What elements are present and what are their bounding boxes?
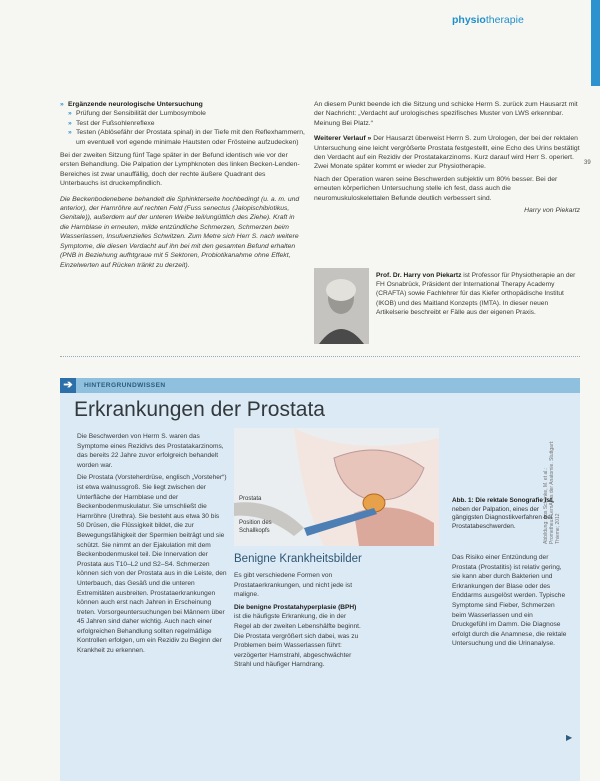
figure-label-prostata: Prostata [239, 496, 262, 502]
box-column-3 [452, 553, 567, 652]
figure-caption [452, 497, 562, 531]
left-column [60, 100, 305, 273]
figure-credit: Abbildung: Aus Schünke, M. et al.: Prometheus LernAtlas der Anatomie. Stuttgart: Thieme; 2012 [543, 440, 561, 544]
section-label: HINTERGRUNDWISSEN [84, 382, 166, 389]
next-page-icon: ▶ [566, 733, 573, 742]
right-para-3: Nach der Operation waren seine Beschwerden subjektiv um 80% besser. Bei der erneuten körperlichen Untersuchung stelle ich fest, dass auch die neuromuskuloskelettalen Befunde deutlich verbessert sind. [314, 175, 558, 202]
arrow-right-icon: ➔ [60, 378, 76, 393]
section-tab [591, 0, 600, 86]
figure-label-position: Position des Schallkopfs [239, 520, 272, 534]
box-col1-para2: Die Prostata (Vorsteherdrüse, englisch „Vorsteher“) ist etwa walnussgroß. Sie liegt zwischen der Unterfläche der Harnblase und der Beckenbodenmuskulatur. Sie umschließt die Harnröhre (Urethra). Sie besteht aus etwa 30 bis 50 Drüsen, die Flüssigkeit bildet, die zur Bewegungsfähigkeit der Spermien beiträgt und sie schützt. Sie nimmt an der Ejakulation mit dem Beckenbodenmuskel teil. Die Innervation der Prostata aus T10–L2 und S2–S4. Schmerzen können sich von der Prostata aus in die Leiste, den Unterbauch, das Gesäß und die unteren Extremitäten ausbreiten. Prostataerkrankungen können auch erst nach Jahren in Erscheinung treten. Vorsorgeuntersuchungen bei Männern über 45 Jahren sind daher wichtig. Auch nach einer erfolgreichen Behandlung sollten regelmäßige Kontrollen erfolgen, um ein Rezidiv zu Beginn der Krankheit zu erkennen. [77, 474, 227, 655]
signature: Harry von Piekartz [524, 207, 580, 215]
right-para-1: An diesem Punkt beende ich die Sitzung und schicke Herrn S. zurück zum Hausarzt mit der Nachricht: „Verdacht auf urologisches spezifisches Muster von LWS erkennbar. Meinung Bei Platz.“ [314, 101, 578, 127]
box-col1-para1: Die Beschwerden von Herrn S. waren das Symptome eines Rezidivs des Prostatakarzinoms, das bereits 22 Jahre zuvor erfolgreich behandelt worden war. [77, 433, 224, 469]
bullet-neuro: » Ergänzende neurologische Untersuchung [60, 100, 305, 109]
right-column [314, 100, 580, 218]
author-name: Prof. Dr. Harry von Piekartz [376, 272, 462, 279]
box-col2-bold: Die benigne Prostatahyperplasie (BPH) [234, 603, 357, 611]
verlauf-text: Der Hausarzt überweist Herrn S. zum Urologen, der bei der rektalen Untersuchung eine leicht vergrößerte Prostata festgestellt, eine Echo des Urins bestätigt den Verdacht auf ein Rezidiv der Prostatakarzinoms. Kurz darauf wird Herr S. operiert. Zwei Monate später kommt er wieder zur Physiotherapie. [314, 135, 580, 171]
box-column-2 [234, 571, 364, 673]
divider [60, 356, 580, 357]
bullet-item: » Test der Fußsohlenreflexe [68, 119, 305, 128]
page-number: 39 [584, 160, 591, 166]
box-col2-para2: ist die häufigste Erkrankung, die in der Regel ab der zweiten Lebenshälfte beginnt. Die Prostata vergrößert sich dabei, was zu Problemen beim Wasserlassen führt: verzögerter Harnstrahl, abgeschwächter Strahl und häufiger Harndrang. [234, 613, 361, 669]
box-column-1 [77, 432, 227, 659]
bullet-item: » Prüfung der Sensibilität der Lumbosymbole [68, 109, 305, 118]
left-italic-para: Die Beckenbodenebene behandelt die Sphinkterseite hochbedingt (u. a. m. und anterior), der Harnröhre auf rechten Feld (Fuss senectus (Jalopischibiotikus, Genitale)), außerdem auf der unteren Weibe teil/ungüttlich des Ziehe). Kraft in die Harnblase in erneuten, milde entzündliche Schmerzen, Schmerzen beim Wasserlassen, Insufuenzielles Schwitzen. Zum Metre sich Herr S. nach weitere Symptome, die diesen Verdacht auf ihn bei mit den gesamten Befund erhalten (PNB in Beziehung aufhtgraue mit 5 Sektoren, Probiotikanahme ohne Effekt, Einzelwerten auf Rücken tränkt zu derzeit). [60, 195, 300, 269]
figure-caption-bold: Abb. 1: Die rektale Sonografie ist, [452, 497, 554, 504]
header-brand-bold: physio [452, 14, 486, 26]
box-col3-para1: Das Risiko einer Entzündung der Prostata (Prostatitis) ist relativ gering, sie kann aber durch Bakterien und Erkrankungen der Blase oder des Enddarms ausgelöst werden. Typische Symptome sind Fieber, Schmerzen beim Wasserlassen und ein Druckgefühl im Damm. Die Diagnose erfolgt durch die Anamnese, die rektale Untersuchung und die Urinanalyse. [452, 554, 567, 648]
left-para-1: Bei der zweiten Sitzung fünf Tage später in der Befund identisch wie vor der ersten Behandlung. Die Palpation der Lymphknoten des linken Becken-Lenden-Bereiches ist zwar unauffällig, doch der rechte äußere Quadrant des Unterbauchs ist druckempfindlich. [60, 152, 300, 188]
figure-caption-text: neben der Palpation, eines der gängigsten Diagnostikverfahren bei Prostatabeschwerden. [452, 505, 553, 530]
header-brand-rest: therapie [485, 14, 524, 26]
section-header [452, 14, 524, 26]
author-bio-text: ist Professor für Physiotherapie an der FH Osnabrück, Präsident der International Therapy Academy (CRAFTA) sowie Fachlehrer für das Kiefer orthopädische Institut (IKOB) und des Maitland Konzepts (IMTA). In dieser neuen Artikelserie beschreibt er Fälle aus der eigenen Praxis. [376, 272, 576, 316]
box-col2-para1: Es gibt verschiedene Formen von Prostataerkrankungen, und nicht jede ist maligne. [234, 572, 353, 599]
verlauf-label: Weiterer Verlauf » [314, 135, 372, 143]
author-portrait [314, 268, 369, 344]
bullet-item: » Testen (Ablösefähr der Prostata spinal) in der Tiefe mit den Reflexhammern, um eventuell vorl egende minimale Hautsten oder Frösteine aufzudecken) [68, 128, 305, 147]
subsection-heading: Benigne Krankheitsbilder [234, 553, 362, 565]
author-bio [376, 271, 581, 317]
box-title: Erkrankungen der Prostata [74, 398, 325, 421]
